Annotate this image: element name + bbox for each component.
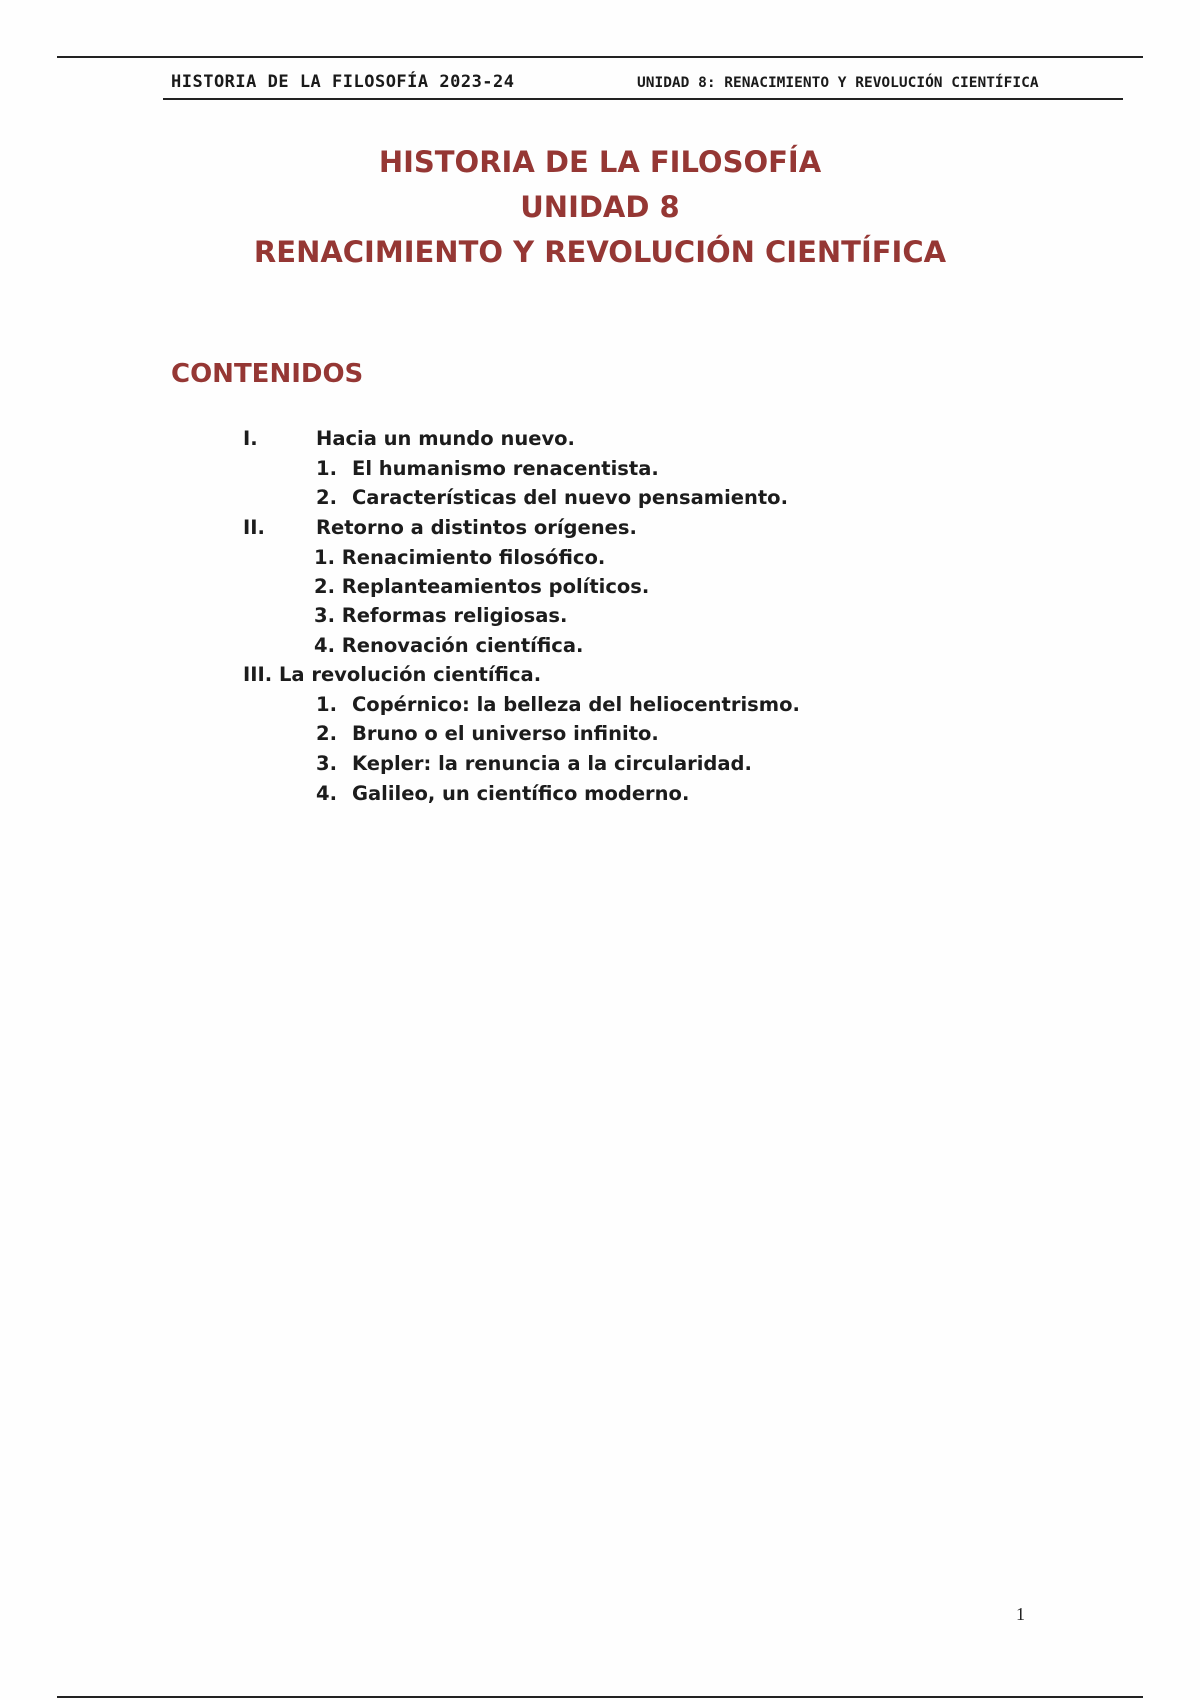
document-title xyxy=(0,140,1200,275)
toc-item-label: Copérnico: la belleza del heliocentrismo. xyxy=(352,693,800,716)
toc-item-number: 2. xyxy=(316,722,337,745)
toc-item-number: 1. xyxy=(316,457,337,480)
bottom-rule xyxy=(57,1696,1143,1698)
toc-item-label: Bruno o el universo infinito. xyxy=(352,722,659,745)
toc-item-number: 2. xyxy=(316,486,337,509)
title-line-subject: HISTORIA DE LA FILOSOFÍA xyxy=(378,145,822,179)
toc-item: 4. Renovación científica. xyxy=(314,634,584,657)
toc-section-3: III. La revolución científica. xyxy=(243,663,542,686)
toc-item: 1. Renacimiento filosófico. xyxy=(314,546,606,569)
toc-item: 2. Replanteamientos políticos. xyxy=(314,575,650,598)
running-header-left: HISTORIA DE LA FILOSOFÍA 2023-24 xyxy=(171,72,515,92)
toc-item-number: 4. xyxy=(316,782,337,805)
toc-item-label: Galileo, un científico moderno. xyxy=(352,782,690,805)
toc-section-label: Hacia un mundo nuevo. xyxy=(316,427,575,450)
toc-item-label: Kepler: la renuncia a la circularidad. xyxy=(352,752,752,775)
toc-item: 3. Reformas religiosas. xyxy=(314,604,568,627)
title-line-unit: UNIDAD 8 xyxy=(520,190,680,224)
top-rule xyxy=(57,56,1143,58)
contents-heading: CONTENIDOS xyxy=(171,359,364,389)
toc-section-label: Retorno a distintos orígenes. xyxy=(316,516,637,539)
running-header-right: UNIDAD 8: RENACIMIENTO Y REVOLUCIÓN CIENTÍFICA xyxy=(637,75,1039,91)
toc-section-number: I. xyxy=(243,427,258,450)
toc-section-number: II. xyxy=(243,516,265,539)
toc-item-number: 3. xyxy=(316,752,337,775)
toc-item-number: 1. xyxy=(316,693,337,716)
page-number: 1 xyxy=(1016,1604,1025,1624)
title-line-topic: RENACIMIENTO Y REVOLUCIÓN CIENTÍFICA xyxy=(253,235,947,269)
toc-item-label: El humanismo renacentista. xyxy=(352,457,659,480)
toc-item-label: Características del nuevo pensamiento. xyxy=(352,486,788,509)
header-rule xyxy=(163,98,1123,100)
